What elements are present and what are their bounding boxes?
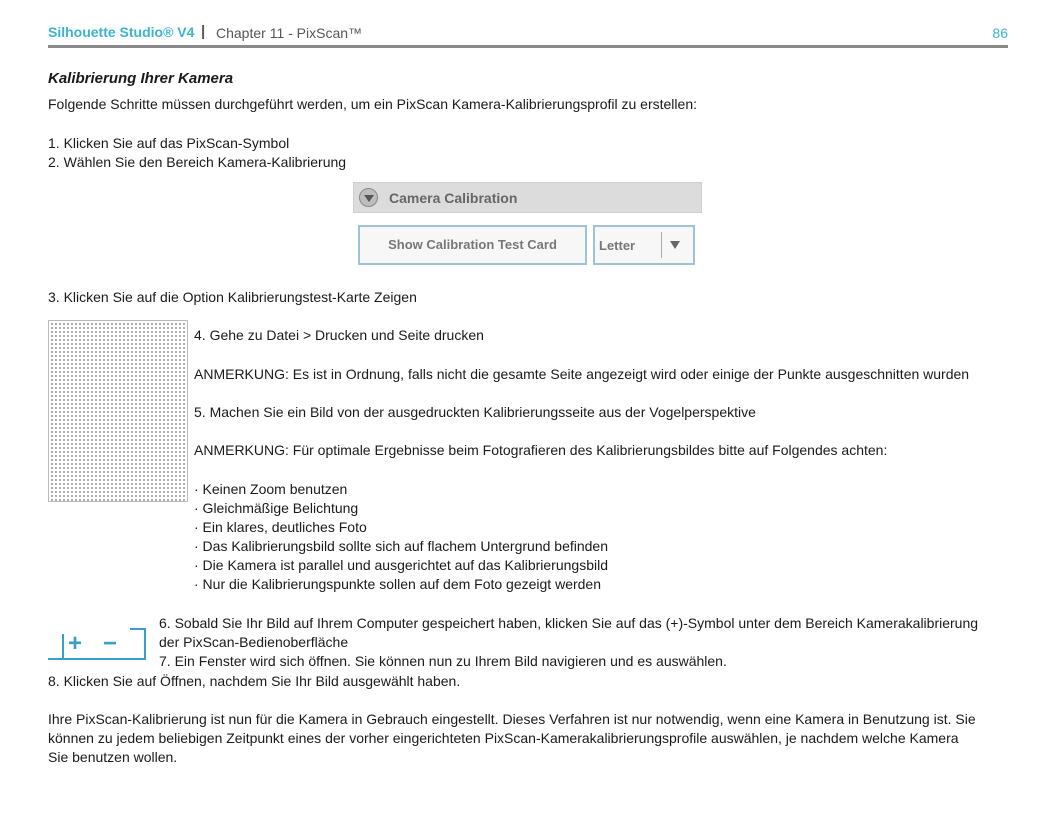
step-2: 2. Wählen Sie den Bereich Kamera-Kalibrierung bbox=[48, 154, 347, 170]
closing-line: Ihre PixScan-Kalibrierung ist nun für die Kamera in Gebrauch eingestellt. Dieses Verfahren ist nur notwendig, wenn eine Kamera in Benutzung ist. Sie bbox=[48, 711, 976, 727]
page-header bbox=[48, 22, 1008, 44]
note-1: ANMERKUNG: Es ist in Ordnung, falls nicht die gesamte Seite angezeigt wird oder einige der Punkte ausgeschnitten wurden bbox=[194, 366, 970, 382]
note-2: ANMERKUNG: Für optimale Ergebnisse beim Fotografieren des Kalibrierungsbildes bitte auf Folgendes achten: bbox=[194, 442, 888, 458]
header-chapter: Chapter 11 - PixScan™ bbox=[216, 25, 363, 41]
camera-calibration-panel[interactable] bbox=[353, 182, 702, 213]
step-6: 6. Sobald Sie Ihr Bild auf Ihrem Computer gespeichert haben, klicken Sie auf das (+)-Symbol unter dem Bereich Kamerakalibrierung bbox=[159, 615, 979, 631]
closing-line: können zu jedem beliebigen Zeitpunkt eines der vorher eingerichteten PixScan-Kamerakalibrierungsprofile auswählen, je nachdem welche Kamera bbox=[48, 730, 959, 746]
dropdown-arrow-icon[interactable] bbox=[670, 241, 680, 249]
widget-baseline bbox=[48, 658, 146, 660]
paper-size-select[interactable] bbox=[593, 225, 695, 265]
section-title: Kalibrierung Ihrer Kamera bbox=[48, 70, 234, 87]
plus-icon[interactable]: + bbox=[68, 630, 83, 657]
bullet-item: · Ein klares, deutliches Foto bbox=[194, 519, 367, 535]
step-7: 7. Ein Fenster wird sich öffnen. Sie können nun zu Ihrem Bild navigieren und es auswählen. bbox=[159, 653, 727, 669]
step-1: 1. Klicken Sie auf das PixScan-Symbol bbox=[48, 135, 290, 151]
step-5: 5. Machen Sie ein Bild von der ausgedruckten Kalibrierungsseite aus der Vogelperspektive bbox=[194, 404, 756, 420]
bullet-item: · Die Kamera ist parallel und ausgerichtet auf das Kalibrierungsbild bbox=[194, 557, 608, 573]
widget-tick bbox=[144, 628, 146, 636]
intro-text: Folgende Schritte müssen durchgeführt werden, um ein PixScan Kamera-Kalibrierungsprofil zu erstellen: bbox=[48, 96, 697, 112]
bullet-item: · Nur die Kalibrierungspunkte sollen auf dem Foto gezeigt werden bbox=[194, 576, 602, 592]
header-rule bbox=[48, 45, 1008, 48]
header-separator: | bbox=[201, 23, 206, 40]
paper-size-value: Letter bbox=[599, 238, 636, 253]
camera-calibration-label: Camera Calibration bbox=[389, 190, 518, 206]
minus-icon[interactable]: − bbox=[103, 630, 118, 657]
plus-minus-widget bbox=[48, 626, 152, 662]
header-brand: Silhouette Studio® V4 bbox=[48, 24, 195, 40]
step-4: 4. Gehe zu Datei > Drucken und Seite drucken bbox=[194, 327, 484, 343]
show-calibration-test-card-button[interactable]: Show Calibration Test Card bbox=[358, 225, 587, 265]
step-8: 8. Klicken Sie auf Öffnen, nachdem Sie Ihr Bild ausgewählt haben. bbox=[48, 673, 461, 689]
page-number: 86 bbox=[992, 25, 1008, 41]
collapse-chevron-icon[interactable] bbox=[359, 188, 378, 207]
select-divider bbox=[661, 232, 662, 258]
step-3: 3. Klicken Sie auf die Option Kalibrierungstest-Karte Zeigen bbox=[48, 289, 417, 305]
bullet-item: · Gleichmäßige Belichtung bbox=[194, 500, 359, 516]
calibration-test-card-image bbox=[48, 320, 188, 502]
step-6-continued: der PixScan-Bedienoberfläche bbox=[159, 634, 349, 650]
closing-line: Sie benutzen wollen. bbox=[48, 749, 178, 765]
bullet-item: · Das Kalibrierungsbild sollte sich auf flachem Untergrund befinden bbox=[194, 538, 608, 554]
bullet-item: · Keinen Zoom benutzen bbox=[194, 481, 348, 497]
